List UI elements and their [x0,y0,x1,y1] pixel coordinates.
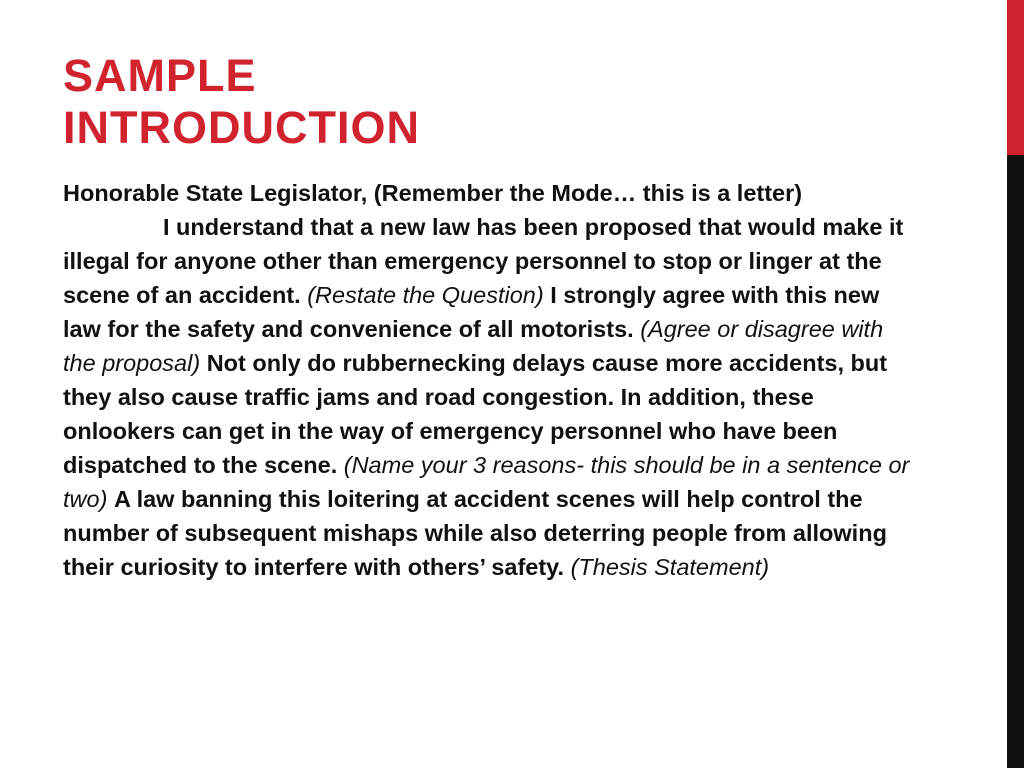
agree-text: I strongly agree with this new law for the safety and convenience of all motorists [63,282,880,342]
slide-title [63,50,420,154]
restate-text: I understand that a new law has been proposed that would make it illegal for anyone other than emergency personnel to stop or linger at the scene of an accident. [63,214,904,308]
title-line-1: SAMPLE [63,50,257,101]
letter-body [63,176,913,584]
reasons-note: (Name your 3 reasons- this should be in a sentence or two) [63,452,910,512]
accent-bar-black [1007,155,1024,768]
letter-paragraph [63,210,913,584]
agree-note: (Agree or disagree with the proposal) [63,316,884,376]
thesis-text: A law banning this loitering at accident scenes will help control the number of subsequent mishaps while also deterring people from allowing their curiosity to interfere with others’ safety. [63,486,887,580]
title-line-2: INTRODUCTION [63,102,420,153]
reasons-period: . [330,452,338,478]
agree-period: . [627,316,634,342]
restate-note: (Restate the Question) [307,282,544,308]
thesis-note: (Thesis Statement) [570,554,770,580]
salutation: Honorable State Legislator, (Remember the Mode… this is a letter) [63,180,803,206]
accent-bar-red [1007,0,1024,155]
reasons-text: Not only do rubbernecking delays cause more accidents, but they also cause traffic jams and road congestion. In addition, these onlookers can get in the way of emergency personnel who have been dispatched to the scene [63,350,888,478]
